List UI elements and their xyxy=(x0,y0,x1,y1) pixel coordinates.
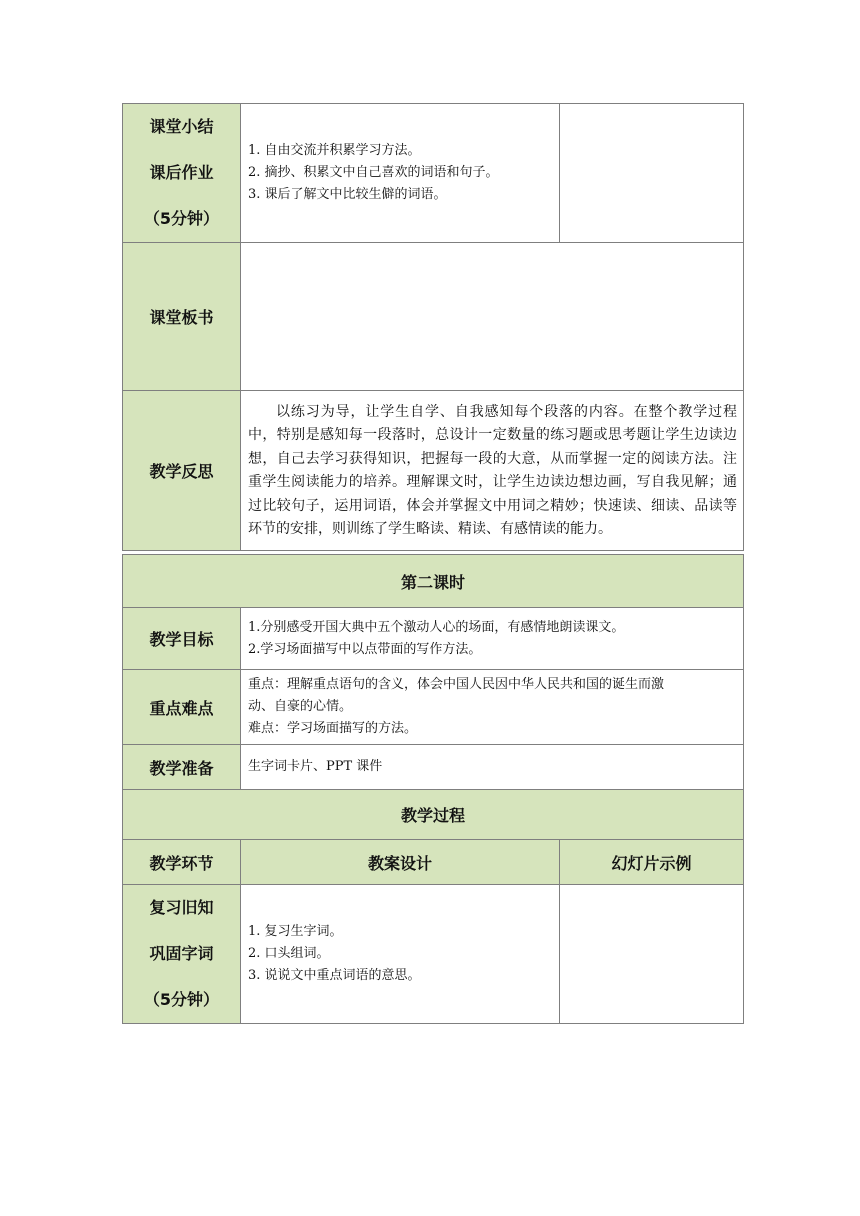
lesson-plan-table-part-1 xyxy=(122,103,744,551)
key-points-row xyxy=(123,670,744,745)
reflection-text: 以练习为导，让学生自学、自我感知每个段落的内容。在整个教学过程中，特别是感知每一段落时，总设计一定数量的练习题或思考题让学生边读边想，自己去学习获得知识，把握每一段的大意，从而掌握一定的阅读方法。注重学生阅读能力的培养。理解课文时，让学生边读边想边画，写自我见解；通过比较句子，运用词语，体会并掌握文中用词之精妙；快速读、细读、品读等环节的安排，则训练了学生略读、精读、有感情读的能力。 xyxy=(241,391,744,551)
header-design: 教案设计 xyxy=(241,840,560,885)
lesson-title: 第二课时 xyxy=(123,555,744,608)
goals-label: 教学目标 xyxy=(123,608,241,670)
key-points-content: 重点：理解重点语句的含义，体会中国人民因中华人民共和国的诞生而激 动、自豪的心情。 难点：学习场面描写的方法。 xyxy=(241,670,744,745)
review-label: 复习旧知 巩固字词 （5分钟） xyxy=(123,885,241,1024)
lesson-plan-page xyxy=(122,103,743,1024)
process-title-row xyxy=(123,790,744,840)
summary-content: 1. 自由交流并积累学习方法。 2. 摘抄、积累文中自己喜欢的词语和句子。 3. 课后了解文中比较生僻的词语。 xyxy=(241,104,560,243)
lesson-plan-table-part-2 xyxy=(122,554,744,1024)
summary-label: 课堂小结 课后作业 （5分钟） xyxy=(123,104,241,243)
goals-content: 1.分别感受开国大典中五个激动人心的场面，有感情地朗读课文。 2.学习场面描写中以点带面的写作方法。 xyxy=(241,608,744,670)
board-content xyxy=(241,243,744,391)
review-content: 1. 复习生字词。 2. 口头组词。 3. 说说文中重点词语的意思。 xyxy=(241,885,560,1024)
key-points-label: 重点难点 xyxy=(123,670,241,745)
header-stage: 教学环节 xyxy=(123,840,241,885)
review-slide-cell xyxy=(560,885,744,1024)
lesson-title-row xyxy=(123,555,744,608)
prep-row xyxy=(123,745,744,790)
board-row xyxy=(123,243,744,391)
summary-row xyxy=(123,104,744,243)
reflection-row xyxy=(123,391,744,551)
board-label: 课堂板书 xyxy=(123,243,241,391)
summary-slide-cell xyxy=(560,104,744,243)
reflection-label: 教学反思 xyxy=(123,391,241,551)
prep-content: 生字词卡片、PPT 课件 xyxy=(241,745,744,790)
prep-label: 教学准备 xyxy=(123,745,241,790)
process-title: 教学过程 xyxy=(123,790,744,840)
header-slides: 幻灯片示例 xyxy=(560,840,744,885)
goals-row xyxy=(123,608,744,670)
review-row xyxy=(123,885,744,1024)
column-header-row xyxy=(123,840,744,885)
